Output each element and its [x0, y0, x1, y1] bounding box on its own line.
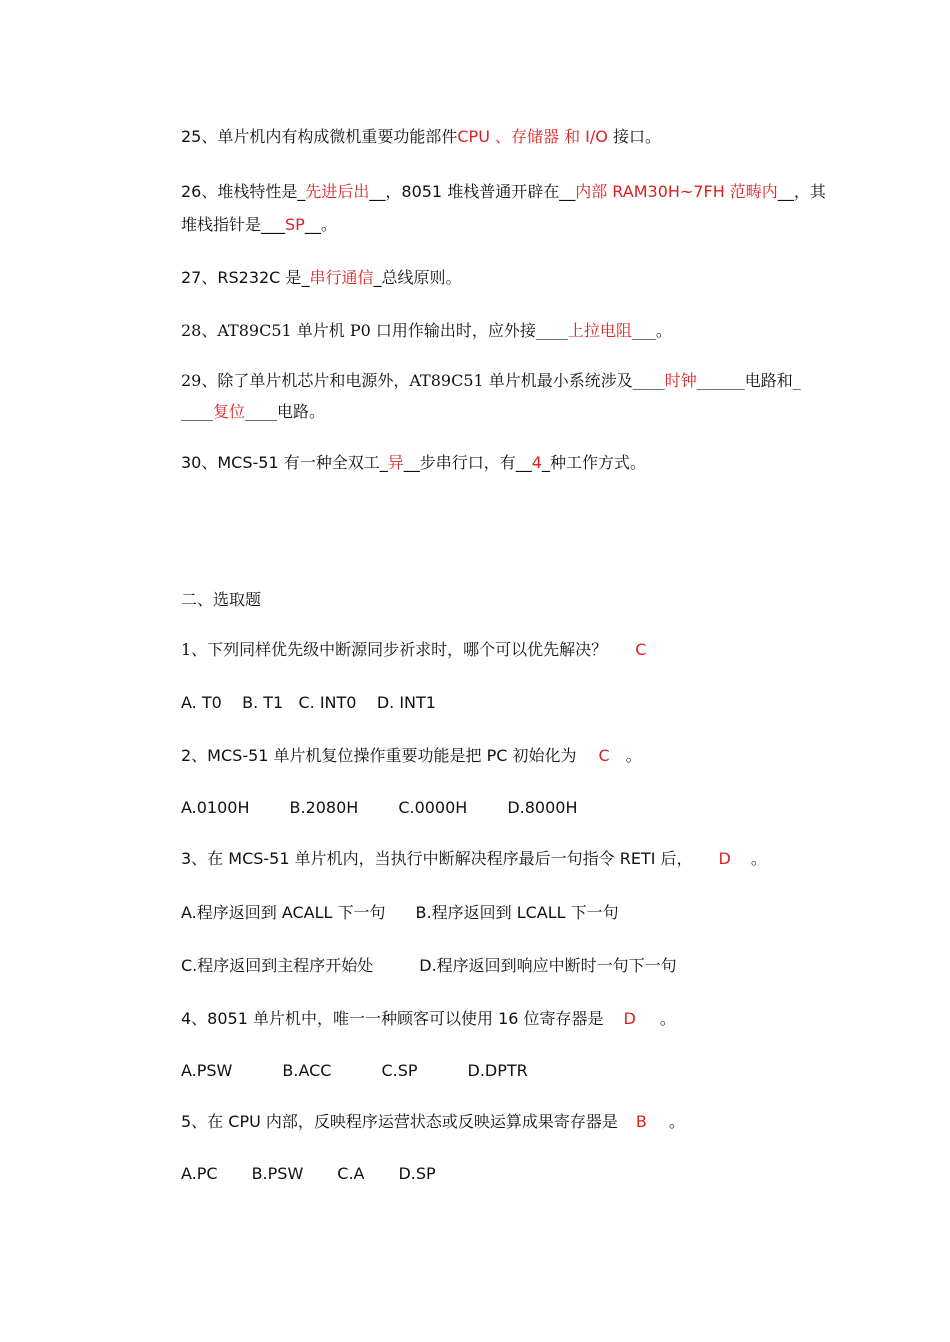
q28-suffix: 。	[655, 321, 672, 340]
q29-line2-tail: ____	[245, 402, 278, 421]
q25-prefix: 25、单片机内有构成微机重要功能部件	[181, 127, 458, 146]
q26-mid: ，8051 堆栈普通开辟在	[385, 182, 560, 201]
q30-answer1: 异	[387, 453, 404, 472]
choice-q4-option-b: B.ACC	[282, 1061, 332, 1080]
q26-blank3-lead: ___	[261, 215, 286, 234]
q26-blank1-lead: _	[297, 182, 306, 201]
choice-q5-end: 。	[668, 1112, 685, 1131]
choice-q2-option-b: B.2080H	[289, 798, 359, 817]
choice-q1-options: A. T0 B. T1 C. INT0 D. INT1	[181, 693, 436, 712]
q26-answer3: SP	[285, 215, 305, 234]
q26-answer1: 先进后出	[305, 182, 370, 201]
q29-mid: 电路和	[744, 371, 793, 390]
choice-q5-option-b: B.PSW	[251, 1164, 304, 1183]
section-title: 二、选取题	[181, 590, 262, 609]
choice-question-1	[181, 639, 901, 661]
choice-q2-answer: C	[598, 746, 610, 765]
q30-prefix: 30、MCS-51 有一种全双工	[181, 453, 380, 472]
q27-prefix: 27、RS232C 是	[181, 268, 302, 287]
q28-blank-tail: ___	[631, 321, 656, 340]
q26-line2-end: 。	[320, 215, 337, 234]
q30-suffix: 种工作方式。	[549, 453, 646, 472]
question-30	[181, 452, 901, 474]
q30-blank1-lead: _	[379, 453, 388, 472]
choice-question-5	[181, 1111, 901, 1133]
choice-q2-option-c: C.0000H	[398, 798, 468, 817]
q28-prefix: 28、AT89C51 单片机 P0 口用作输出时，应外接	[181, 321, 536, 340]
q26-blank2-tail: __	[777, 182, 794, 201]
choice-q1-stem: 1、下列同样优先级中断源同步祈求时，哪个可以优先解决？	[181, 640, 608, 659]
q26-blank1-tail: __	[369, 182, 386, 201]
q29-line2-end: 电路。	[277, 402, 326, 421]
choice-q2-options	[181, 797, 901, 819]
q26-end: ，其	[793, 182, 826, 201]
choice-q3-stem: 3、在 MCS-51 单片机内，当执行中断解决程序最后一句指令 RETI 后，	[181, 849, 693, 868]
choice-q3-end: 。	[750, 849, 767, 868]
q27-blank-lead: _	[301, 268, 310, 287]
choice-q4-stem: 4、8051 单片机中，唯一一种顾客可以使用 16 位寄存器是	[181, 1009, 604, 1028]
q29-blank1-lead: ____	[632, 371, 665, 390]
choice-q2-option-d: D.8000H	[507, 798, 578, 817]
q30-blank2-tail: _	[541, 453, 550, 472]
q29-answer1: 时钟	[664, 371, 697, 390]
q30-mid: 步串行口，有	[419, 453, 516, 472]
question-26-line2	[181, 214, 901, 236]
choice-q5-options	[181, 1163, 901, 1185]
choice-q3-options-row1	[181, 902, 901, 924]
choice-q3-option-b: B.程序返回到 LCALL 下一句	[415, 903, 619, 922]
choice-question-2	[181, 745, 901, 767]
choice-question-3	[181, 848, 901, 870]
q28-blank-lead: ____	[535, 321, 568, 340]
choice-q4-answer: D	[623, 1009, 636, 1028]
q25-suffix: 接口。	[612, 127, 661, 146]
choice-question-4	[181, 1008, 901, 1030]
choice-q5-answer: B	[635, 1112, 647, 1131]
choice-q5-option-d: D.SP	[398, 1164, 436, 1183]
q28-answer: 上拉电阻	[567, 321, 632, 340]
choice-q3-options-row2	[181, 955, 901, 977]
q26-blank3-tail: __	[304, 215, 321, 234]
choice-q2-stem: 2、MCS-51 单片机复位操作重要功能是把 PC 初始化为	[181, 746, 577, 765]
question-28	[181, 320, 901, 342]
question-27	[181, 267, 901, 289]
q27-blank-tail: _	[373, 268, 382, 287]
question-26-line1	[181, 181, 901, 203]
choice-q2-option-a: A.0100H	[181, 798, 250, 817]
q27-suffix: 总线原则。	[381, 268, 462, 287]
choice-q2-end: 。	[625, 746, 642, 765]
q30-blank2-lead: __	[515, 453, 532, 472]
choice-q4-option-c: C.SP	[381, 1061, 418, 1080]
choice-q5-option-a: A.PC	[181, 1164, 218, 1183]
choice-q4-options	[181, 1060, 901, 1082]
choice-q1-answer: C	[635, 640, 647, 659]
q29-prefix: 29、除了单片机芯片和电源外，AT89C51 单片机最小系统涉及	[181, 371, 633, 390]
choice-q3-answer: D	[718, 849, 731, 868]
q26-answer2: 内部 RAM30H~7FH 范畴内	[575, 182, 778, 201]
q25-answer: CPU 、存储器 和 I/O	[457, 127, 608, 146]
q29-line2-lead: ____	[181, 402, 213, 421]
choice-q3-option-c: C.程序返回到主程序开始处	[181, 956, 374, 975]
choice-q3-option-d: D.程序返回到响应中断时一句下一句	[419, 956, 677, 975]
q27-answer: 串行通信	[309, 268, 374, 287]
choice-q3-option-a: A.程序返回到 ACALL 下一句	[181, 903, 386, 922]
choice-q4-option-d: D.DPTR	[467, 1061, 528, 1080]
choice-q4-option-a: A.PSW	[181, 1061, 233, 1080]
q29-mid-blank: _	[792, 371, 801, 390]
question-29-line2	[181, 401, 901, 423]
q26-blank2-lead: __	[559, 182, 576, 201]
choice-q5-option-c: C.A	[337, 1164, 365, 1183]
q26-prefix: 26、堆栈特性是	[181, 182, 298, 201]
q30-answer2: 4	[531, 453, 542, 472]
question-29-line1	[181, 370, 901, 392]
choice-q5-stem: 5、在 CPU 内部，反映程序运营状态或反映运算成果寄存器是	[181, 1112, 618, 1131]
choice-q4-end: 。	[659, 1009, 676, 1028]
q26-line2-prefix: 堆栈指针是	[181, 215, 262, 234]
question-25	[181, 126, 901, 148]
q30-blank1-tail: __	[403, 453, 420, 472]
q29-blank1-tail: ______	[696, 371, 745, 390]
q29-answer2: 复位	[213, 402, 246, 421]
